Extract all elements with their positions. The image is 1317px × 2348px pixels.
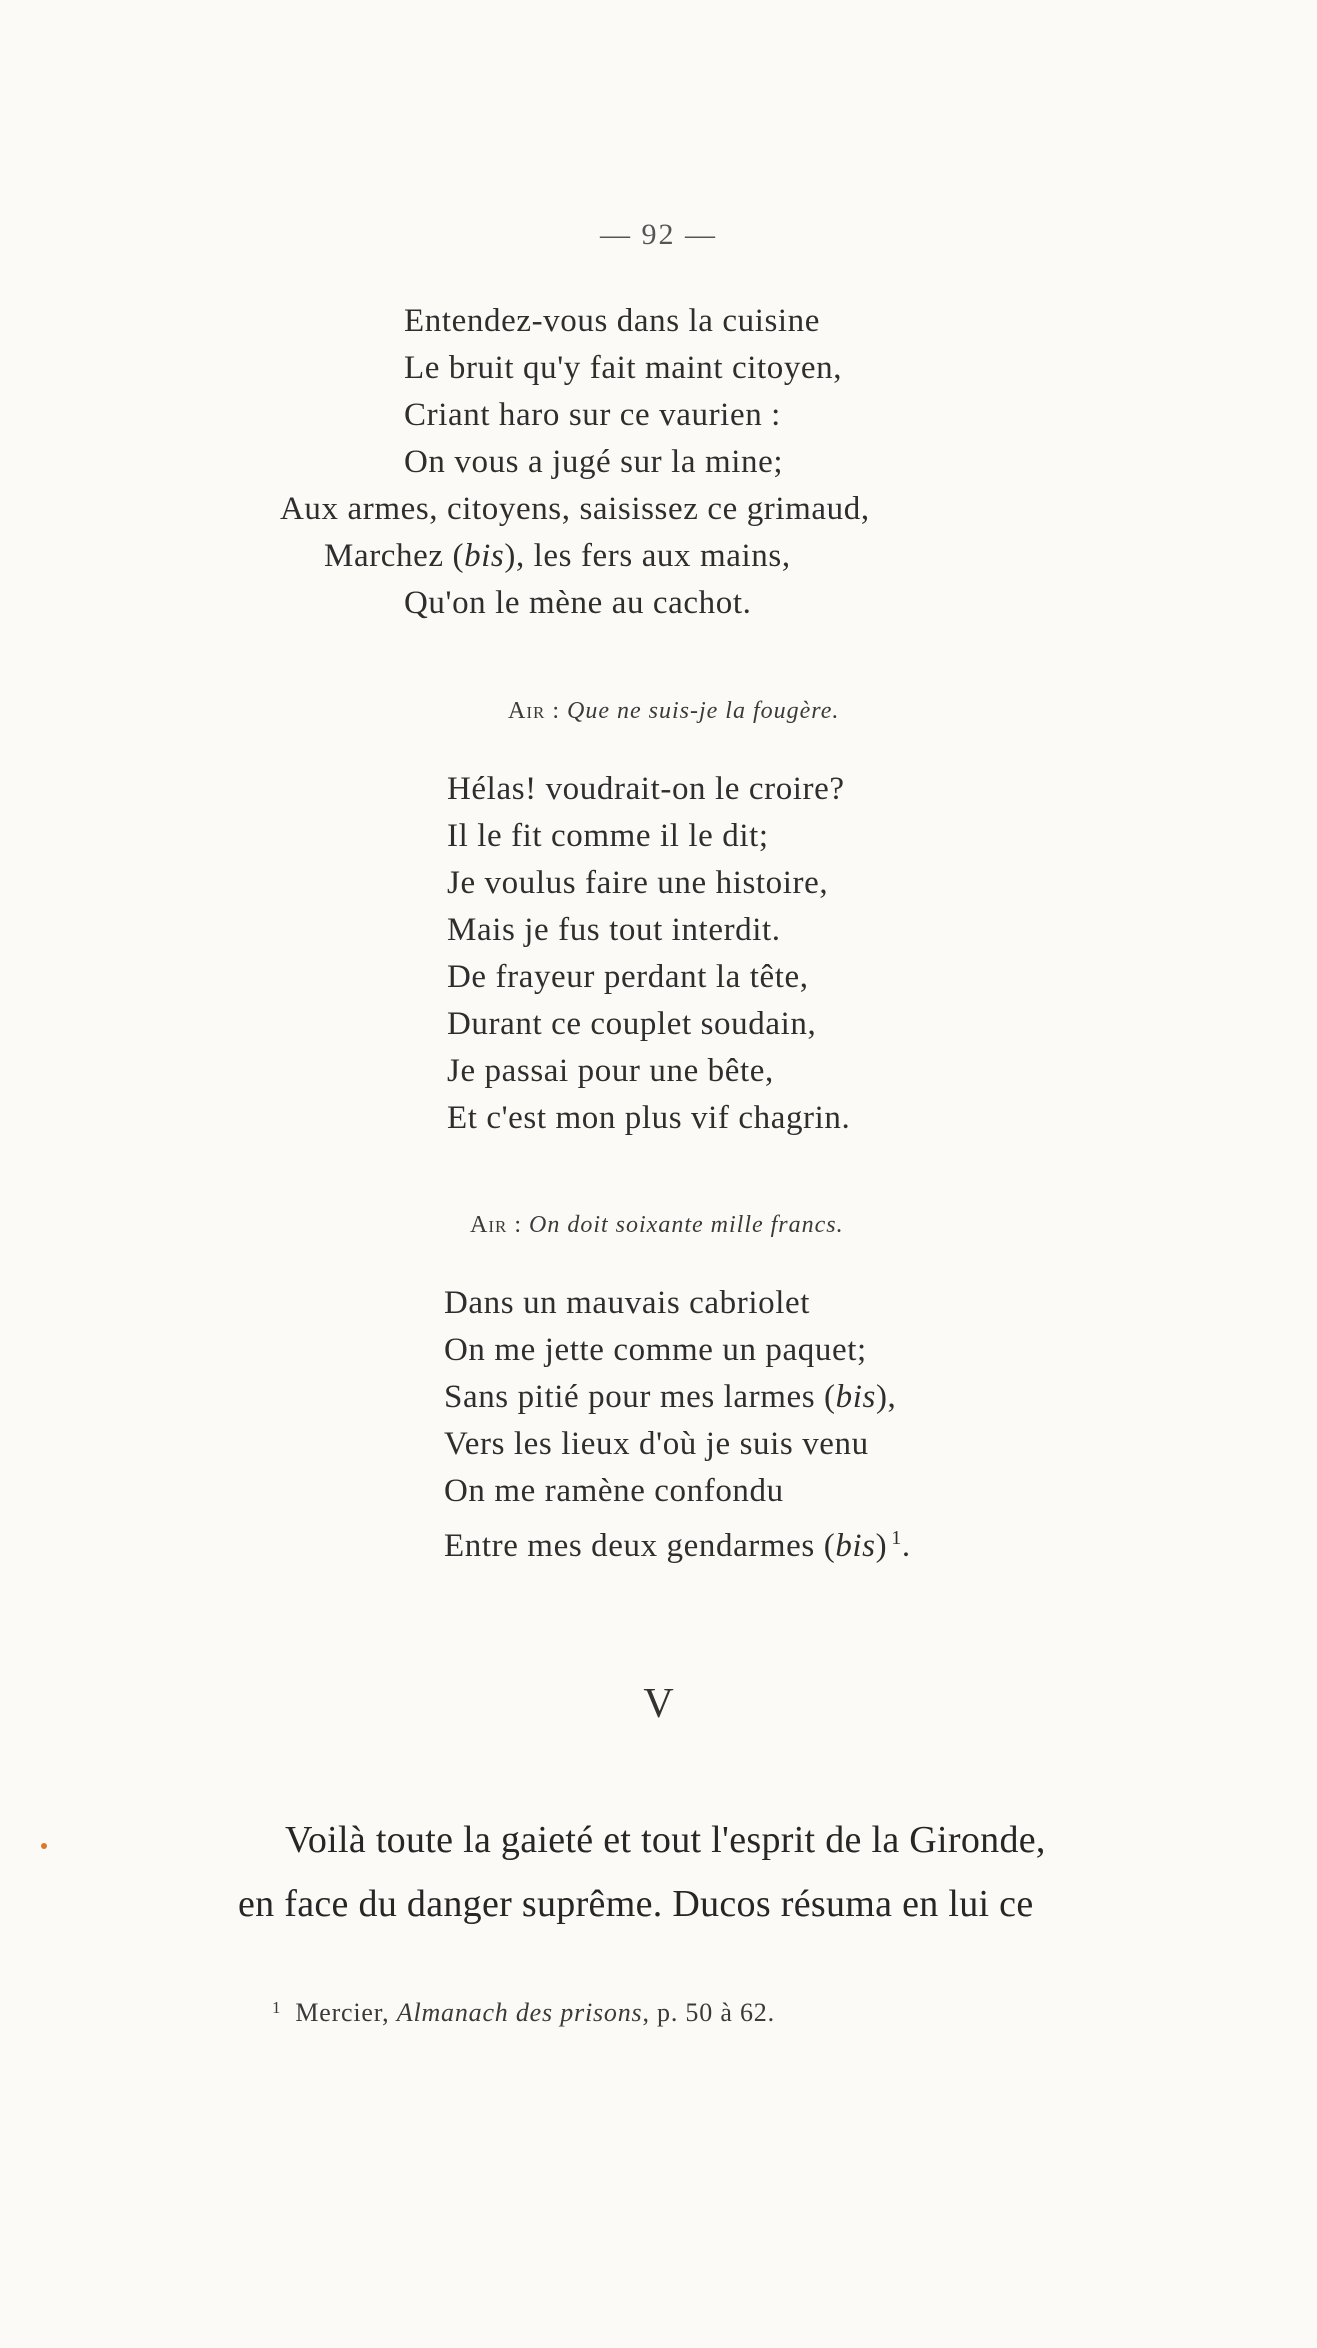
page-number: — 92 — — [600, 218, 717, 251]
verse-text: ), les fers aux mains, — [504, 538, 791, 574]
verse-line — [444, 1515, 911, 1570]
verse-line: Aux armes, citoyens, saisissez ce grimaud, — [280, 491, 870, 527]
air-label: Air : — [508, 698, 560, 724]
air-heading-2 — [470, 1212, 844, 1239]
verse-text: Sans pitié pour mes larmes ( — [444, 1379, 836, 1415]
stanza-2 — [447, 766, 850, 1142]
prose-line: en face du danger suprême. Ducos résuma en lui ce — [238, 1883, 1034, 1925]
verse-line: Durant ce couplet soudain, — [447, 1006, 817, 1042]
bis-marker: bis — [835, 1379, 876, 1415]
ink-spot — [41, 1843, 47, 1849]
verse-line: Je passai pour une bête, — [447, 1053, 774, 1089]
prose-line: Voilà toute la gaieté et tout l'esprit de la Gironde, — [285, 1819, 1046, 1861]
air-label: Air : — [470, 1212, 522, 1238]
bis-marker: bis — [835, 1528, 876, 1564]
footnote-mark: 1 — [272, 1998, 282, 2017]
verse-text: ) — [875, 1528, 888, 1564]
verse-line: On vous a jugé sur la mine; — [404, 444, 784, 480]
verse-line: Il le fit comme il le dit; — [447, 818, 769, 854]
footnote-ref: 1 — [891, 1527, 902, 1549]
verse-line: Qu'on le mène au cachot. — [404, 585, 752, 621]
stanza-1 — [280, 298, 870, 627]
verse-line: Mais je fus tout interdit. — [447, 912, 781, 948]
footnote-title: Almanach des prisons — [396, 1998, 643, 2027]
verse-line: Hélas! voudrait-on le croire? — [447, 771, 845, 807]
verse-text: Marchez ( — [324, 538, 465, 574]
verse-text: Entre mes deux gendarmes ( — [444, 1528, 836, 1564]
verse-line: Criant haro sur ce vaurien : — [404, 397, 781, 433]
verse-line: Et c'est mon plus vif chagrin. — [447, 1100, 851, 1136]
verse-line: Dans un mauvais cabriolet — [444, 1285, 810, 1321]
footnote-author: Mercier, — [295, 1998, 390, 2027]
air-tune: On doit soixante mille francs. — [529, 1212, 844, 1238]
verse-text: . — [901, 1528, 911, 1564]
bis-marker: bis — [464, 538, 505, 574]
verse-line: Entendez-vous dans la cuisine — [404, 303, 821, 339]
verse-line: De frayeur perdant la tête, — [447, 959, 809, 995]
verse-line: Vers les lieux d'où je suis venu — [444, 1426, 869, 1462]
air-heading-1 — [508, 698, 839, 725]
footnote-pages: , p. 50 à 62. — [642, 1998, 775, 2027]
verse-line: On me ramène confondu — [444, 1473, 784, 1509]
stanza-3 — [444, 1280, 911, 1570]
air-tune: Que ne suis-je la fougère. — [567, 698, 840, 724]
verse-line: On me jette comme un paquet; — [444, 1332, 867, 1368]
section-heading: V — [643, 1681, 674, 1727]
footnote — [272, 1998, 775, 2028]
verse-text: ), — [875, 1379, 897, 1415]
verse-line: Je voulus faire une histoire, — [447, 865, 829, 901]
verse-line — [444, 1374, 911, 1421]
verse-line — [280, 533, 870, 580]
verse-line: Le bruit qu'y fait maint citoyen, — [404, 350, 843, 386]
